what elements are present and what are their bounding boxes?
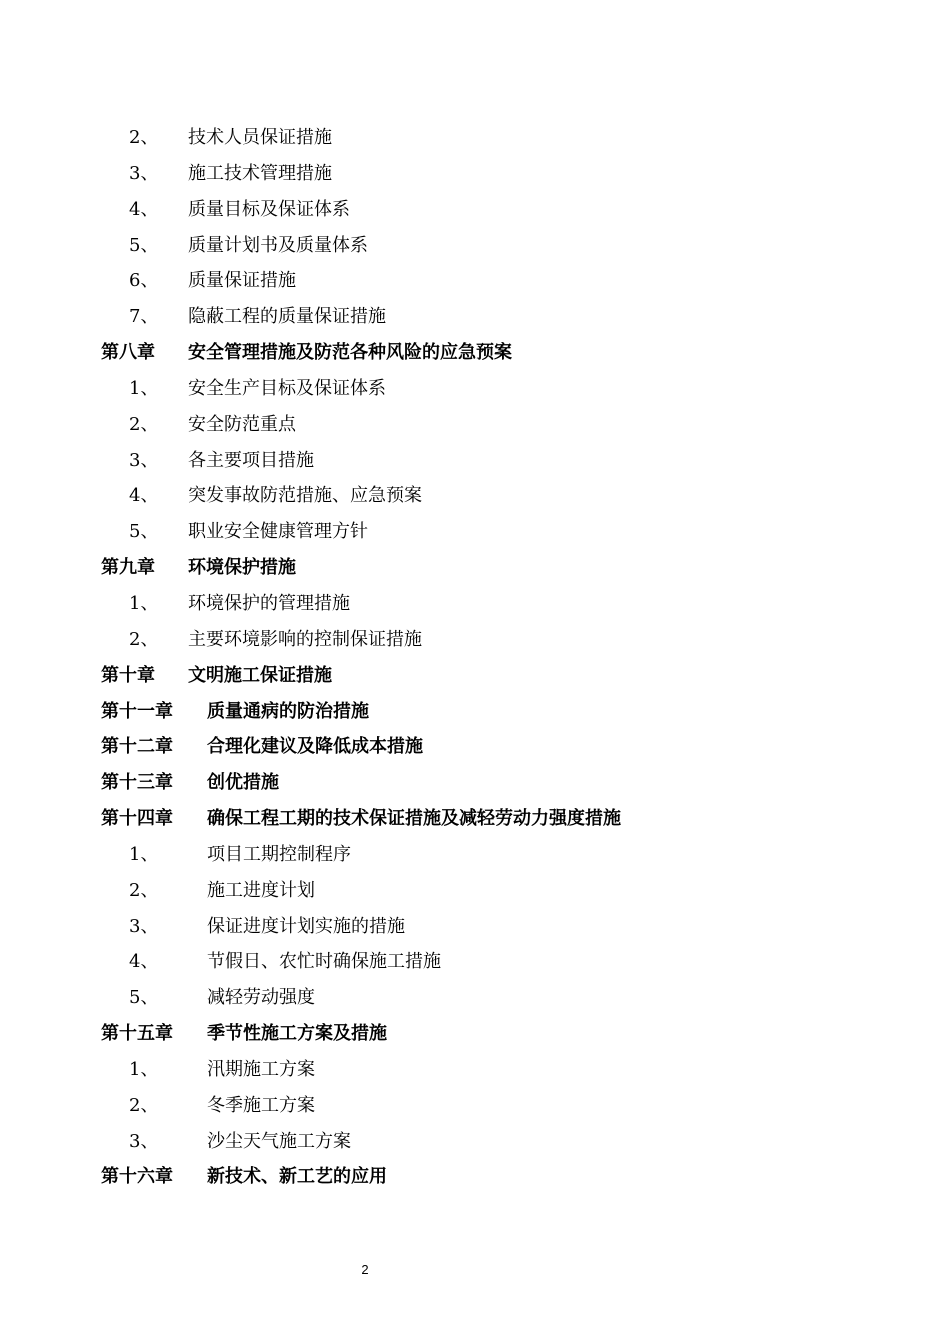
chapter-number: 第十一章	[101, 700, 173, 722]
chapter-number: 第十三章	[101, 772, 173, 794]
toc-section-item	[0, 980, 950, 1016]
chapter-title: 质量通病的防治措施	[207, 700, 369, 722]
toc-section-item	[0, 1088, 950, 1124]
section-title: 安全防范重点	[188, 413, 296, 435]
section-title: 职业安全健康管理方针	[188, 521, 368, 543]
toc-section-item	[0, 837, 950, 873]
toc-section-item	[0, 443, 950, 479]
toc-chapter-heading	[0, 1159, 950, 1195]
chapter-title: 安全管理措施及防范各种风险的应急预案	[188, 342, 512, 364]
toc-chapter-heading	[0, 550, 950, 586]
toc-section-item	[0, 1124, 950, 1160]
toc-section-item	[0, 622, 950, 658]
toc-section-item	[0, 192, 950, 228]
toc-section-item	[0, 478, 950, 514]
chapter-number: 第十六章	[101, 1166, 173, 1188]
chapter-number: 第十四章	[101, 808, 173, 830]
section-title: 隐蔽工程的质量保证措施	[188, 306, 386, 328]
toc-section-item	[0, 407, 950, 443]
chapter-number: 第八章	[101, 342, 155, 364]
section-title: 质量计划书及质量体系	[188, 234, 368, 256]
chapter-title: 创优措施	[207, 772, 279, 794]
toc-section-item	[0, 514, 950, 550]
section-title: 各主要项目措施	[188, 449, 314, 471]
chapter-title: 文明施工保证措施	[188, 664, 332, 686]
section-title: 技术人员保证措施	[188, 127, 332, 148]
section-number: 1、	[129, 843, 159, 865]
section-number: 5、	[129, 521, 159, 543]
section-number: 1、	[129, 1058, 159, 1080]
section-number: 5、	[129, 234, 159, 256]
toc-section-item	[0, 228, 950, 264]
section-title: 主要环境影响的控制保证措施	[188, 628, 422, 650]
section-title: 汛期施工方案	[207, 1058, 315, 1080]
chapter-number: 第十二章	[101, 736, 173, 758]
section-number: 3、	[129, 915, 159, 937]
toc-chapter-heading	[0, 1016, 950, 1052]
section-number: 3、	[129, 1130, 159, 1152]
section-title: 突发事故防范措施、应急预案	[188, 485, 422, 507]
section-number: 2、	[129, 879, 159, 901]
page-number: 2	[361, 1262, 369, 1277]
chapter-number: 第十五章	[101, 1023, 173, 1045]
section-number: 4、	[129, 198, 159, 220]
chapter-title: 合理化建议及降低成本措施	[207, 736, 423, 758]
section-number: 4、	[129, 485, 159, 507]
section-title: 环境保护的管理措施	[188, 592, 350, 614]
chapter-number: 第九章	[101, 557, 155, 579]
section-title: 节假日、农忙时确保施工措施	[207, 951, 441, 973]
section-number: 2、	[129, 1094, 159, 1116]
toc-chapter-heading	[0, 658, 950, 694]
section-number: 6、	[129, 270, 159, 292]
section-number: 2、	[129, 127, 159, 148]
toc-chapter-heading	[0, 694, 950, 730]
chapter-title: 确保工程工期的技术保证措施及减轻劳动力强度措施	[207, 808, 621, 830]
toc-chapter-heading	[0, 729, 950, 765]
section-title: 项目工期控制程序	[207, 843, 351, 865]
toc-section-item	[0, 263, 950, 299]
section-title: 减轻劳动强度	[207, 987, 315, 1009]
section-number: 1、	[129, 377, 159, 399]
section-title: 保证进度计划实施的措施	[207, 915, 405, 937]
chapter-number: 第十章	[101, 664, 155, 686]
section-number: 2、	[129, 413, 159, 435]
chapter-title: 新技术、新工艺的应用	[207, 1166, 387, 1188]
toc-section-item	[0, 873, 950, 909]
toc-section-item	[0, 299, 950, 335]
toc-section-item	[0, 156, 950, 192]
chapter-title: 环境保护措施	[188, 557, 296, 579]
toc-section-item	[0, 944, 950, 980]
section-title: 质量保证措施	[188, 270, 296, 292]
section-title: 施工技术管理措施	[188, 162, 332, 184]
toc-section-item	[0, 120, 950, 156]
section-title: 沙尘天气施工方案	[207, 1130, 351, 1152]
toc-section-item	[0, 909, 950, 945]
toc-chapter-heading	[0, 765, 950, 801]
section-title: 质量目标及保证体系	[188, 198, 350, 220]
toc-chapter-heading	[0, 801, 950, 837]
section-number: 4、	[129, 951, 159, 973]
section-number: 2、	[129, 628, 159, 650]
section-number: 3、	[129, 449, 159, 471]
chapter-title: 季节性施工方案及措施	[207, 1023, 387, 1045]
section-title: 冬季施工方案	[207, 1094, 315, 1116]
toc-section-item	[0, 1052, 950, 1088]
toc-section-item	[0, 586, 950, 622]
section-title: 施工进度计划	[207, 879, 315, 901]
section-number: 3、	[129, 162, 159, 184]
section-number: 1、	[129, 592, 159, 614]
section-title: 安全生产目标及保证体系	[188, 377, 386, 399]
toc-section-item	[0, 371, 950, 407]
section-number: 7、	[129, 306, 159, 328]
table-of-contents	[0, 120, 950, 1195]
section-number: 5、	[129, 987, 159, 1009]
toc-chapter-heading	[0, 335, 950, 371]
